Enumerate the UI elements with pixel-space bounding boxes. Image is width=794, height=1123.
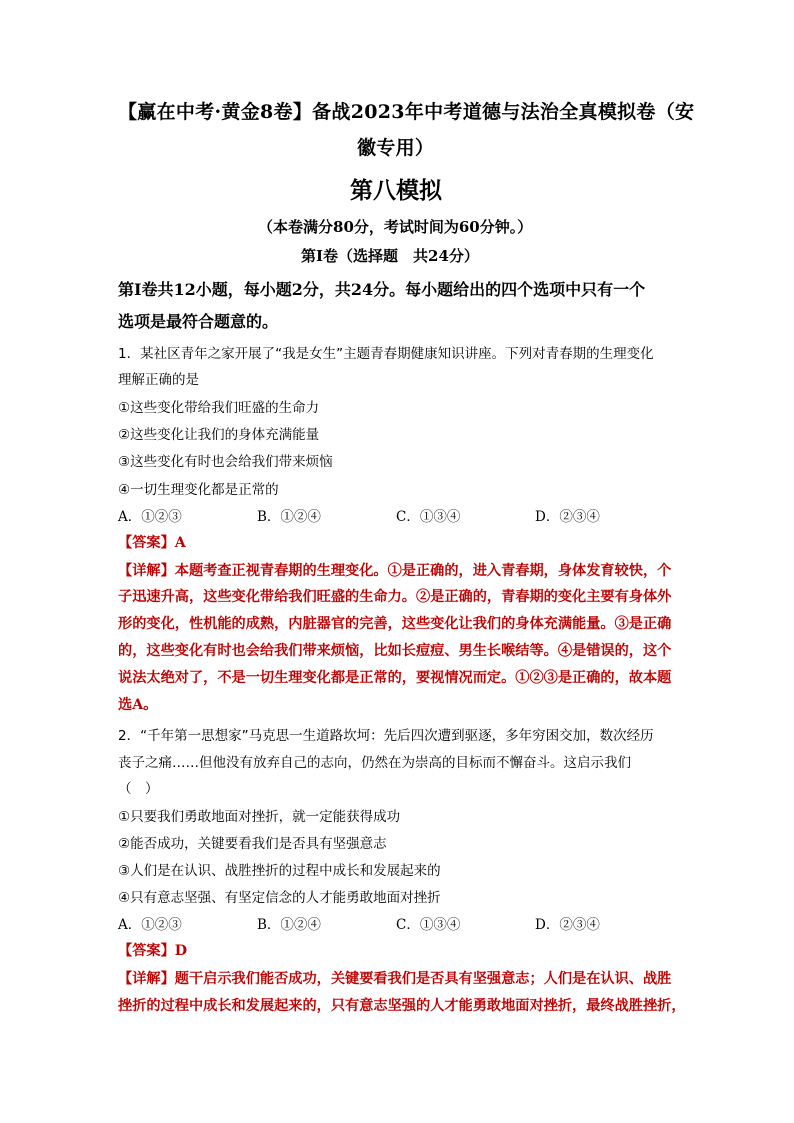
analysis-line: 形的变化，性机能的成熟，内脏器官的完善，这些变化让我们的身体充满能量。③是正确 <box>118 616 672 632</box>
answer-options <box>118 505 678 525</box>
statement-item: ②这些变化让我们的身体充满能量 <box>118 427 320 443</box>
option-d: D．②③④ <box>535 917 600 933</box>
statement-item: ④一切生理变化都是正常的 <box>118 482 279 498</box>
analysis-line: 子迅速升高，这些变化带给我们旺盛的生命力。②是正确的，青春期的变化主要有身体外 <box>118 589 672 605</box>
section-instruction-line-1: 第I卷共12小题，每小题2分，共24分。每小题给出的四个选项中只有一个 <box>118 280 646 299</box>
option-b: B．①②④ <box>257 509 321 525</box>
question-stem-line: 丧子之痛……但他没有放弃自己的志向，仍然在为崇高的目标而不懈奋斗。这启示我们 <box>118 755 631 771</box>
section-heading: 第I卷（选择题 共24分） <box>301 247 479 265</box>
statement-item: ②能否成功，关键要看我们是否具有坚强意志 <box>118 836 387 852</box>
score-note: （本卷满分80分，考试时间为60分钟。） <box>258 218 533 236</box>
statement-item: ③人们是在认识、战胜挫折的过程中成长和发展起来的 <box>118 863 441 879</box>
question-stem-line: 1．某社区青年之家开展了“我是女生”主题青春期健康知识讲座。下列对青春期的生理变化 <box>118 346 654 362</box>
statement-item: ④只有意志坚强、有坚定信念的人才能勇敢地面对挫折 <box>118 890 441 906</box>
question-stem-line: （ ） <box>118 781 159 797</box>
analysis-line: 【详解】本题考查正视青春期的生理变化。①是正确的，进入青春期，身体发育较快，个 <box>118 563 672 579</box>
statement-item: ①这些变化带给我们旺盛的生命力 <box>118 400 320 416</box>
statement-item: ③这些变化有时也会给我们带来烦恼 <box>118 454 333 470</box>
answer-options <box>118 913 678 933</box>
question-stem-line: 理解正确的是 <box>118 372 199 388</box>
question-stem-line: 2．“千年第一思想家”马克思一生道路坎坷：先后四次遭到驱逐，多年穷困交加，数次经历 <box>118 728 654 744</box>
analysis-line: 的，这些变化有时也会给我们带来烦恼，比如长痘痘、男生长喉结等。④是错误的，这个 <box>118 643 672 659</box>
answer-key: 【答案】D <box>118 943 188 959</box>
answer-key: 【答案】A <box>118 535 186 551</box>
option-c: C．①③④ <box>396 917 461 933</box>
statement-item: ①只要我们勇敢地面对挫折，就一定能获得成功 <box>118 809 401 825</box>
option-a: A．①②③ <box>118 917 182 933</box>
analysis-line: 挫折的过程中成长和发展起来的，只有意志坚强的人才能勇敢地面对挫折，最终战胜挫折， <box>118 998 686 1014</box>
exam-subtitle: 第八模拟 <box>350 177 442 204</box>
option-c: C．①③④ <box>396 509 461 525</box>
document-title-line-1: 【赢在中考·黄金8卷】备战2023年中考道德与法治全真模拟卷（安 <box>118 101 695 123</box>
section-instruction-line-2: 选项是最符合题意的。 <box>118 312 279 331</box>
option-b: B．①②④ <box>257 917 321 933</box>
analysis-line: 说法太绝对了，不是一切生理变化都是正常的，要视情况而定。①②③是正确的，故本题 <box>118 670 672 686</box>
analysis-line: 【详解】题干启示我们能否成功，关键要看我们是否具有坚强意志；人们是在认识、战胜 <box>118 971 672 987</box>
option-a: A．①②③ <box>118 509 182 525</box>
analysis-line: 选A。 <box>118 697 158 713</box>
option-d: D．②③④ <box>535 509 600 525</box>
document-title-line-2: 徽专用） <box>357 137 435 159</box>
